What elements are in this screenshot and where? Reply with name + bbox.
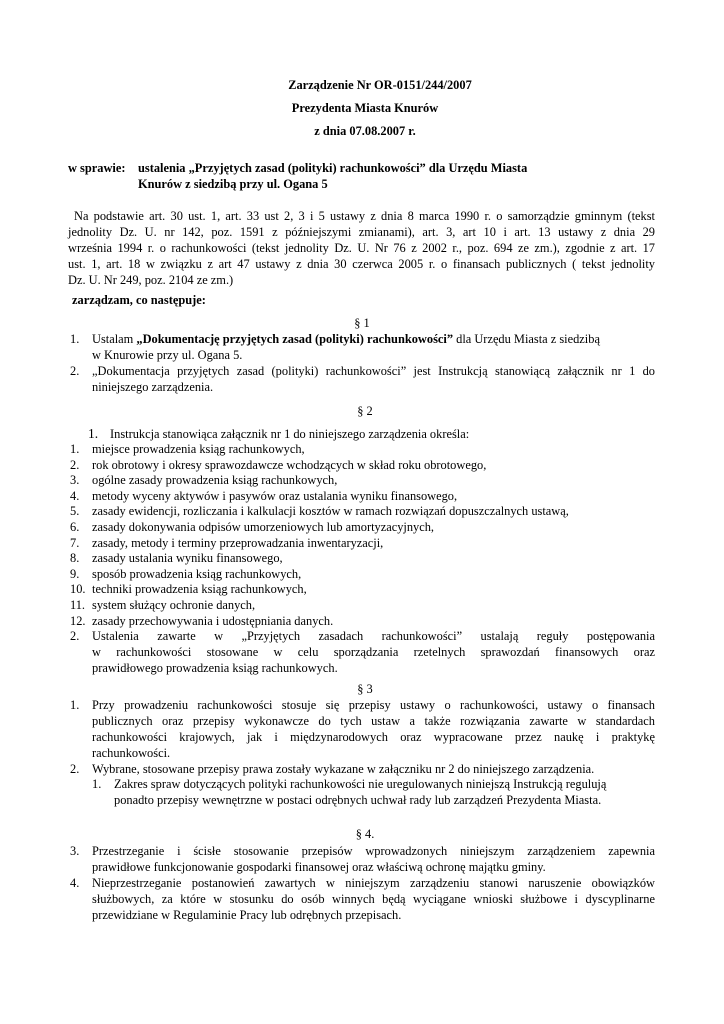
s3-item2-text: Wybrane, stosowane przepisy prawa zostały wykazane w załączniku nr 2 do niniejszego zarządzenia. [92, 762, 595, 776]
list-item [70, 582, 670, 598]
list-item [70, 614, 670, 630]
s4-item4-number: 4. [70, 876, 80, 890]
list-item-number: 6. [70, 519, 80, 534]
list-item [70, 458, 670, 474]
s3-subitem-line2: ponadto przepisy wewnętrzne w postaci odrębnych uchwał rady lub zarządzeń Prezydenta Miasta. [114, 793, 602, 807]
s2-item2-line2: w rachunkowości stosowane w celu sporządzania rzetelnych sprawozdań finansowych oraz [92, 645, 655, 659]
list-item [70, 520, 670, 536]
s3-item1-line1: Przy prowadzeniu rachunkowości stosuje się przepisy ustawy o rachunkowości, ustawy o finansach [92, 698, 655, 712]
s3-item1-line3: rachunkowości krajowych, jak i międzynarodowych oraz wypracowane przez naukę i praktykę [92, 730, 655, 744]
list-item-number: 9. [70, 566, 80, 581]
s2-list [70, 442, 670, 629]
list-item [70, 536, 670, 552]
list-item [70, 442, 670, 458]
list-item-number: 4. [70, 488, 80, 503]
list-item-number: 1. [70, 442, 80, 456]
list-item-number: 12. [70, 613, 86, 628]
s3-item2-number: 2. [70, 762, 80, 776]
s1-item1-pre: Ustalam [92, 332, 137, 346]
list-item-number: 5. [70, 504, 80, 519]
s1-item1-bold: „Dokumentację przyjętych zasad (polityki) rachunkowości” [136, 332, 454, 346]
list-item-text: rok obrotowy i okresy sprawozdawcze wchodzących w skład roku obrotowego, [92, 457, 487, 472]
list-item-number: 10. [70, 582, 86, 597]
list-item-number: 11. [70, 597, 86, 612]
list-item-text: zasady dokonywania odpisów umorzeniowych lub amortyzacyjnych, [92, 519, 435, 534]
s1-item1-number: 1. [70, 332, 80, 346]
s1-item2-line2: niniejszego zarządzenia. [92, 380, 214, 394]
s2-intro-number: 1. [88, 426, 99, 441]
list-item-text: sposób prowadzenia ksiąg rachunkowych, [92, 566, 302, 581]
list-item-text: techniki prowadzenia ksiąg rachunkowych, [92, 582, 307, 597]
s1-item1-line2: w Knurowie przy ul. Ogana 5. [92, 348, 243, 362]
s3-subitem-number: 1. [92, 777, 102, 791]
s4-item4-line2: służbowych, za które w stosunku do osób winnych będą wyciągane wnioski służbowe i dyscyplinarne [92, 892, 655, 906]
s4-item4-line1: Nieprzestrzeganie postanowień zawartych w niniejszym zarządzeniu stanowi naruszenie obowiązków [92, 876, 655, 890]
preamble-line-5: Dz. U. Nr 249, poz. 2104 ze zm.) [68, 273, 234, 287]
list-item [70, 598, 670, 614]
document-date: z dnia 07.08.2007 r. [314, 124, 416, 138]
s4-item3-line1: Przestrzeganie i ścisłe stosowanie przepisów wprowadzonych niniejszym zarządzeniem zapewnia [92, 844, 655, 858]
subject-line-2: Knurów z siedzibą przy ul. Ogana 5 [138, 177, 328, 191]
s3-item1-line2: publicznych oraz przepisy wykonawcze do tych ustaw a także rozwiązania zawarte w standardach [92, 714, 655, 728]
list-item [70, 489, 670, 505]
list-item [70, 504, 670, 520]
preamble-line-4: ust. 1, art. 18 w związku z art 47 ustawy z dnia 30 czerwca 2005 r. o finansach publicznych ( tekst jednolity [68, 257, 655, 271]
document-title: Zarządzenie Nr OR-0151/244/2007 [288, 78, 472, 92]
s4-item3-line2: prawidłowe funkcjonowanie gospodarki finansowej oraz właściwą ochronę majątku gminy. [92, 860, 546, 874]
s3-item1-number: 1. [70, 698, 80, 712]
section-3-heading: § 3 [357, 682, 373, 696]
list-item-text: zasady ewidencji, rozliczania i kalkulacji kosztów w ramach rozwiązań dopuszczalnych ustawą, [92, 504, 569, 519]
s4-item3-number: 3. [70, 844, 80, 858]
list-item-text: metody wyceny aktywów i pasywów oraz ustalania wyniku finansowego, [92, 488, 458, 503]
list-item-text: ogólne zasady prowadzenia ksiąg rachunkowych, [92, 473, 338, 488]
s1-item2-line1: „Dokumentacja przyjętych zasad (polityki) rachunkowości” jest Instrukcją stanowiącą załącznik nr 1 do [92, 364, 655, 378]
preamble-line-2: jednolity Dz. U. nr 142, poz. 1591 z późniejszymi zmianami), art. 3, art 10 i art. 13 ustawy z dnia 29 [68, 225, 655, 239]
list-item-number: 3. [70, 473, 80, 488]
s1-item1-line1 [92, 332, 600, 348]
list-item [70, 473, 670, 489]
preamble-line-1: Na podstawie art. 30 ust. 1, art. 33 ust 2, 3 i 5 ustawy z dnia 8 marca 1990 r. o samorządzie gminnym (tekst [74, 209, 655, 223]
decree-statement: zarządzam, co następuje: [72, 293, 206, 307]
list-item-number: 2. [70, 457, 80, 472]
list-item-number: 7. [70, 535, 80, 550]
list-item-text: zasady przechowywania i udostępniania danych. [92, 613, 334, 628]
section-1-heading: § 1 [354, 316, 370, 330]
section-4-heading: § 4. [355, 827, 375, 841]
s3-subitem-line1: Zakres spraw dotyczących polityki rachunkowości nie uregulowanych niniejszą Instrukcją regulują [114, 777, 607, 791]
document-issuer: Prezydenta Miasta Knurów [291, 101, 439, 115]
preamble-line-3: września 1994 r. o rachunkowości (tekst jednolity Dz. U. Nr 76 z 2002 r., poz. 694 ze zm.), zgodnie z art. 17 [68, 241, 655, 255]
s4-item4-line3: przewidziane w Regulaminie Pracy lub odrębnych przepisach. [92, 908, 402, 922]
s2-item2-line3: prawidłowego prowadzenia ksiąg rachunkowych. [92, 661, 338, 675]
s2-item2-number: 2. [70, 629, 80, 643]
list-item [70, 551, 670, 567]
subject-prefix: w sprawie: [68, 161, 126, 175]
s2-intro-text: Instrukcja stanowiąca załącznik nr 1 do niniejszego zarządzenia określa: [110, 427, 470, 441]
subject-line-1: ustalenia „Przyjętych zasad (polityki) rachunkowości” dla Urzędu Miasta [138, 161, 528, 175]
list-item [70, 567, 670, 583]
s1-item2-number: 2. [70, 364, 80, 378]
s1-item1-post: dla Urzędu Miasta z siedzibą [453, 332, 600, 346]
list-item-text: zasady ustalania wyniku finansowego, [92, 551, 283, 566]
s3-item1-line4: rachunkowości. [92, 746, 171, 760]
s2-item2-line1: Ustalenia zawarte w „Przyjętych zasadach rachunkowości” ustalają reguły postępowania [92, 629, 655, 643]
section-2-heading: § 2 [357, 404, 373, 418]
list-item-text: zasady, metody i terminy przeprowadzania inwentaryzacji, [92, 535, 384, 550]
list-item-number: 8. [70, 551, 80, 566]
list-item-text: system służący ochronie danych, [92, 597, 256, 612]
list-item-text: miejsce prowadzenia ksiąg rachunkowych, [92, 442, 305, 456]
